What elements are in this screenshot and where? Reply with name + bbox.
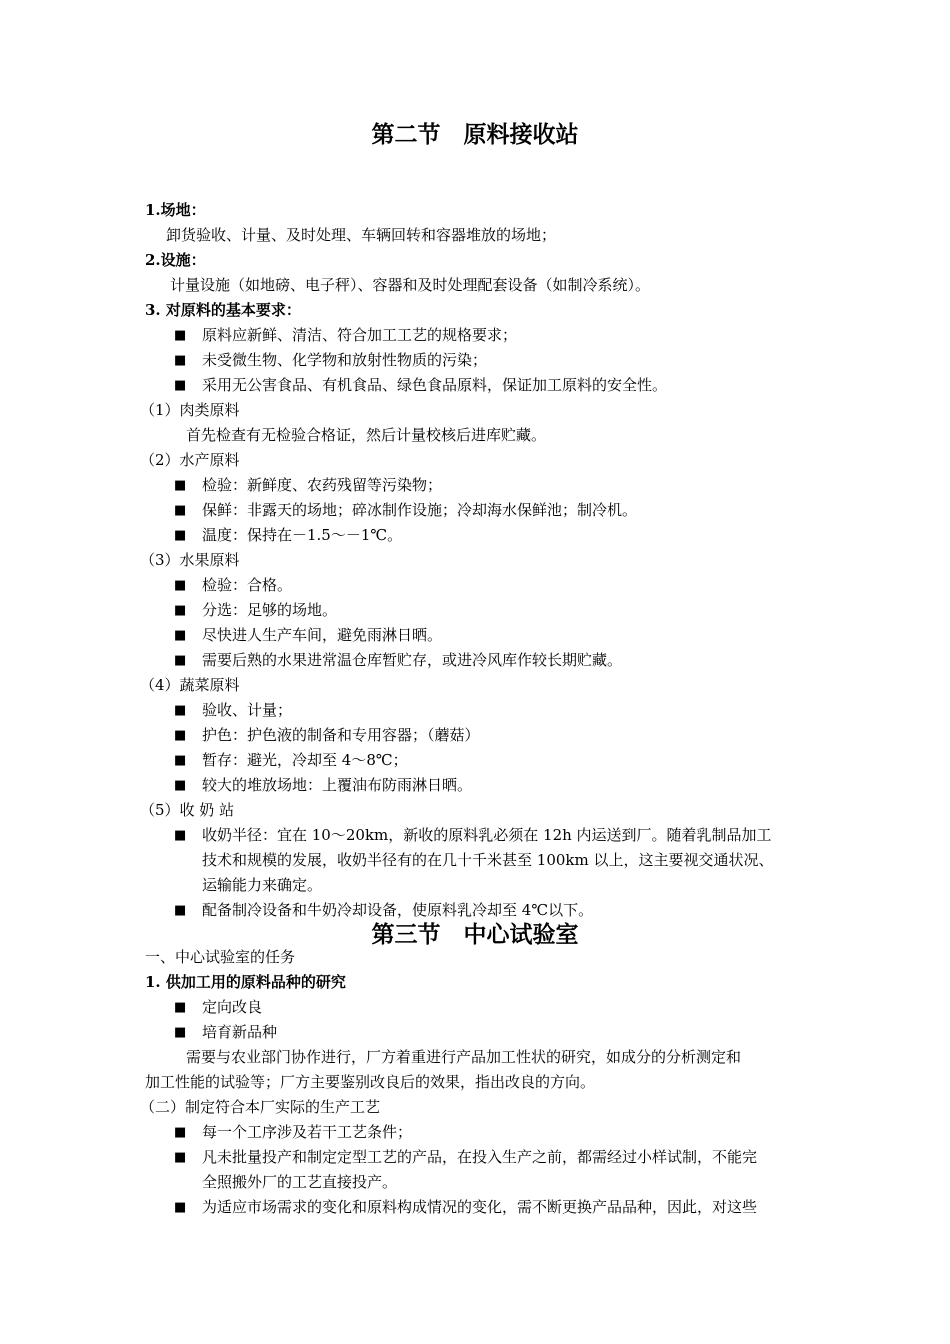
heading-site: 1.场地： bbox=[145, 201, 206, 219]
subheading-milk-station: （5）收 奶 站 bbox=[140, 801, 235, 819]
heading-tasks: 一、中心试验室的任务 bbox=[145, 948, 296, 966]
section-title: 第三节 中心试验室 bbox=[371, 921, 579, 948]
heading-facility: 2.设施： bbox=[145, 251, 206, 269]
bullet-icon: ■ bbox=[174, 1125, 187, 1140]
list-item: 检验：新鲜度、农药残留等污染物； bbox=[202, 476, 443, 494]
bullet-icon: ■ bbox=[174, 578, 187, 593]
list-item: 配备制冷设备和牛奶冷却设备，使原料乳冷却至 4℃以下。 bbox=[202, 901, 594, 919]
paragraph-line: 需要与农业部门协作进行，厂方着重进行产品加工性状的研究，如成分的分析测定和 bbox=[186, 1048, 742, 1066]
list-item: 保鲜：非露天的场地；碎冰制作设施；冷却海水保鲜池；制冷机。 bbox=[202, 501, 638, 519]
list-item: 暂存：避光，冷却至 4～8℃； bbox=[202, 751, 408, 769]
paragraph: 卸货验收、计量、及时处理、车辆回转和容器堆放的场地； bbox=[166, 226, 557, 244]
list-item: 采用无公害食品、有机食品、绿色食品原料，保证加工原料的安全性。 bbox=[202, 376, 668, 394]
bullet-icon: ■ bbox=[174, 728, 187, 743]
list-item: 温度：保持在－1.5～－1℃。 bbox=[202, 526, 403, 544]
bullet-icon: ■ bbox=[174, 1000, 187, 1015]
bullet-icon: ■ bbox=[174, 828, 187, 843]
list-item-line: 凡未批量投产和制定定型工艺的产品，在投入生产之前，都需经过小样试制，不能完 bbox=[202, 1148, 758, 1166]
bullet-icon: ■ bbox=[174, 503, 187, 518]
heading-variety-research: 1. 供加工用的原料品种的研究 bbox=[145, 973, 346, 991]
bullet-icon: ■ bbox=[174, 1150, 187, 1165]
list-item: 每一个工序涉及若干工艺条件； bbox=[202, 1123, 413, 1141]
bullet-icon: ■ bbox=[174, 753, 187, 768]
list-item-line: 技术和规模的发展，收奶半径有的在几十千米甚至 100km 以上，这主要视交通状况、 bbox=[202, 851, 774, 869]
subheading-vegetable: （4）蔬菜原料 bbox=[140, 676, 240, 694]
bullet-icon: ■ bbox=[174, 478, 187, 493]
list-item: 需要后熟的水果进常温仓库暂贮存，或进冷风库作较长期贮藏。 bbox=[202, 651, 623, 669]
list-item: 为适应市场需求的变化和原料构成情况的变化，需不断更换产品品种，因此，对这些 bbox=[202, 1198, 758, 1216]
list-item: 原料应新鲜、清洁、符合加工工艺的规格要求； bbox=[202, 326, 518, 344]
bullet-icon: ■ bbox=[174, 378, 187, 393]
list-item: 护色：护色液的制备和专用容器；（蘑菇） bbox=[202, 726, 480, 744]
subheading-aquatic: （2）水产原料 bbox=[140, 451, 240, 469]
bullet-icon: ■ bbox=[174, 703, 187, 718]
list-item: 培育新品种 bbox=[202, 1023, 278, 1041]
bullet-icon: ■ bbox=[174, 353, 187, 368]
bullet-icon: ■ bbox=[174, 778, 187, 793]
paragraph: 计量设施（如地磅、电子秤）、容器和及时处理配套设备（如制冷系统）。 bbox=[170, 276, 651, 294]
bullet-icon: ■ bbox=[174, 603, 187, 618]
list-item-line: 运输能力来确定。 bbox=[202, 876, 323, 894]
paragraph-line: 加工性能的试验等；厂方主要鉴别改良后的效果，指出改良的方向。 bbox=[145, 1073, 596, 1091]
heading-requirements: 3. 对原料的基本要求： bbox=[145, 301, 301, 319]
list-item: 验收、计量； bbox=[202, 701, 293, 719]
list-item-line: 收奶半径：宜在 10～20km，新收的原料乳必须在 12h 内运送到厂。随着乳制品加工 bbox=[202, 826, 772, 844]
bullet-icon: ■ bbox=[174, 1025, 187, 1040]
list-item: 定向改良 bbox=[202, 998, 263, 1016]
subheading-meat: （1）肉类原料 bbox=[140, 401, 240, 419]
list-item: 检验：合格。 bbox=[202, 576, 293, 594]
subheading-fruit: （3）水果原料 bbox=[140, 551, 240, 569]
bullet-icon: ■ bbox=[174, 628, 187, 643]
list-item: 分选：足够的场地。 bbox=[202, 601, 338, 619]
list-item: 未受微生物、化学物和放射性物质的污染； bbox=[202, 351, 488, 369]
bullet-icon: ■ bbox=[174, 903, 187, 918]
bullet-icon: ■ bbox=[174, 653, 187, 668]
list-item-line: 全照搬外厂的工艺直接投产。 bbox=[202, 1173, 398, 1191]
bullet-icon: ■ bbox=[174, 328, 187, 343]
bullet-icon: ■ bbox=[174, 1200, 187, 1215]
section-title: 第二节 原料接收站 bbox=[371, 121, 579, 148]
list-item: 较大的堆放场地：上覆油布防雨淋日晒。 bbox=[202, 776, 473, 794]
paragraph: 首先检查有无检验合格证，然后计量校核后进库贮藏。 bbox=[186, 426, 547, 444]
subheading-process: （二）制定符合本厂实际的生产工艺 bbox=[140, 1098, 381, 1116]
bullet-icon: ■ bbox=[174, 528, 187, 543]
list-item: 尽快进人生产车间，避免雨淋日晒。 bbox=[202, 626, 443, 644]
